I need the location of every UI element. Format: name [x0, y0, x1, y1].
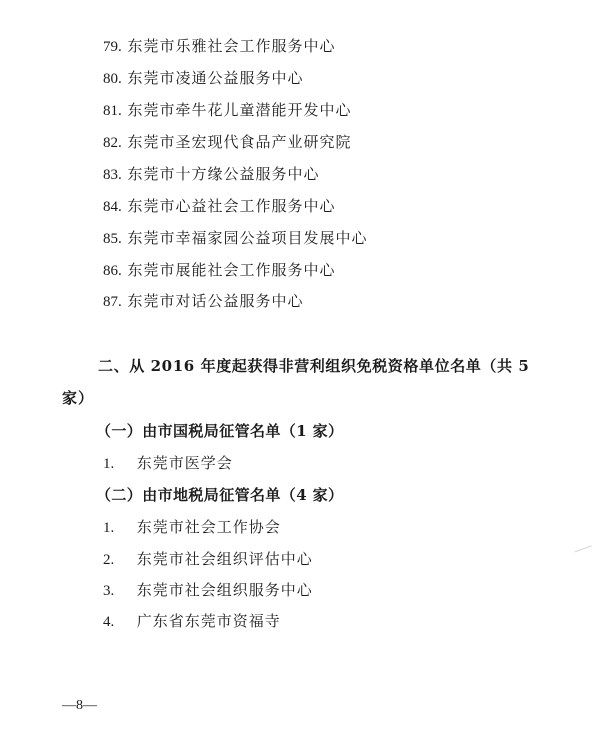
- list-item: [103, 453, 233, 474]
- list-item-text: 东莞市社会组织服务中心: [136, 581, 313, 599]
- list-item-number: 81.: [103, 103, 122, 119]
- list-item: [103, 260, 336, 281]
- list-item-number: 3.: [103, 583, 115, 599]
- list-item-number: 84.: [103, 199, 122, 215]
- list-item: [103, 196, 336, 217]
- list-item-text: 东莞市凌通公益服务中心: [127, 69, 304, 87]
- list-item: [103, 228, 368, 249]
- list-item-number: 1.: [103, 520, 115, 536]
- subsection-title: （一）由市国税局征管名单（1 家）: [96, 422, 344, 440]
- list-item: [103, 549, 313, 570]
- list-item: [103, 517, 281, 538]
- list-item-number: 80.: [103, 71, 122, 87]
- list-item: [103, 580, 313, 601]
- list-item-text: 广东省东莞市资福寺: [136, 612, 281, 630]
- section-heading-continuation: 家）: [62, 389, 95, 407]
- list-item: [103, 291, 304, 312]
- list-item-number: 2.: [103, 552, 115, 568]
- list-item-text: 东莞市社会组织评估中心: [136, 550, 313, 568]
- list-item: [103, 68, 304, 89]
- list-item-text: 东莞市十方缘公益服务中心: [127, 165, 320, 183]
- subsection-title: （二）由市地税局征管名单（4 家）: [96, 486, 344, 504]
- list-item-number: 82.: [103, 135, 122, 151]
- list-item: [103, 36, 336, 57]
- list-item-text: 东莞市圣宏现代食品产业研究院: [127, 133, 352, 151]
- list-item-number: 83.: [103, 167, 122, 183]
- list-item-number: 87.: [103, 294, 122, 310]
- list-item: [103, 132, 352, 153]
- list-item-text: 东莞市社会工作协会: [136, 518, 281, 536]
- page-number: —8—: [62, 698, 97, 713]
- section-heading: 二、从 2016 年度起获得非营利组织免税资格单位名单（共 5: [98, 357, 530, 375]
- list-item: [103, 611, 281, 632]
- list-item-text: 东莞市幸福家园公益项目发展中心: [127, 229, 368, 247]
- list-item-number: 79.: [103, 39, 122, 55]
- list-item-text: 东莞市医学会: [136, 454, 233, 472]
- scan-artifact: [575, 545, 596, 561]
- list-item-text: 东莞市对话公益服务中心: [127, 292, 304, 310]
- list-item-number: 85.: [103, 231, 122, 247]
- list-item-number: 86.: [103, 263, 122, 279]
- list-item: [103, 100, 352, 121]
- list-item-text: 东莞市展能社会工作服务中心: [127, 261, 336, 279]
- list-item-text: 东莞市乐雅社会工作服务中心: [127, 37, 336, 55]
- list-item-number: 1.: [103, 456, 115, 472]
- list-item-text: 东莞市牵牛花儿童潜能开发中心: [127, 101, 352, 119]
- list-item-text: 东莞市心益社会工作服务中心: [127, 197, 336, 215]
- list-item-number: 4.: [103, 614, 115, 630]
- list-item: [103, 164, 320, 185]
